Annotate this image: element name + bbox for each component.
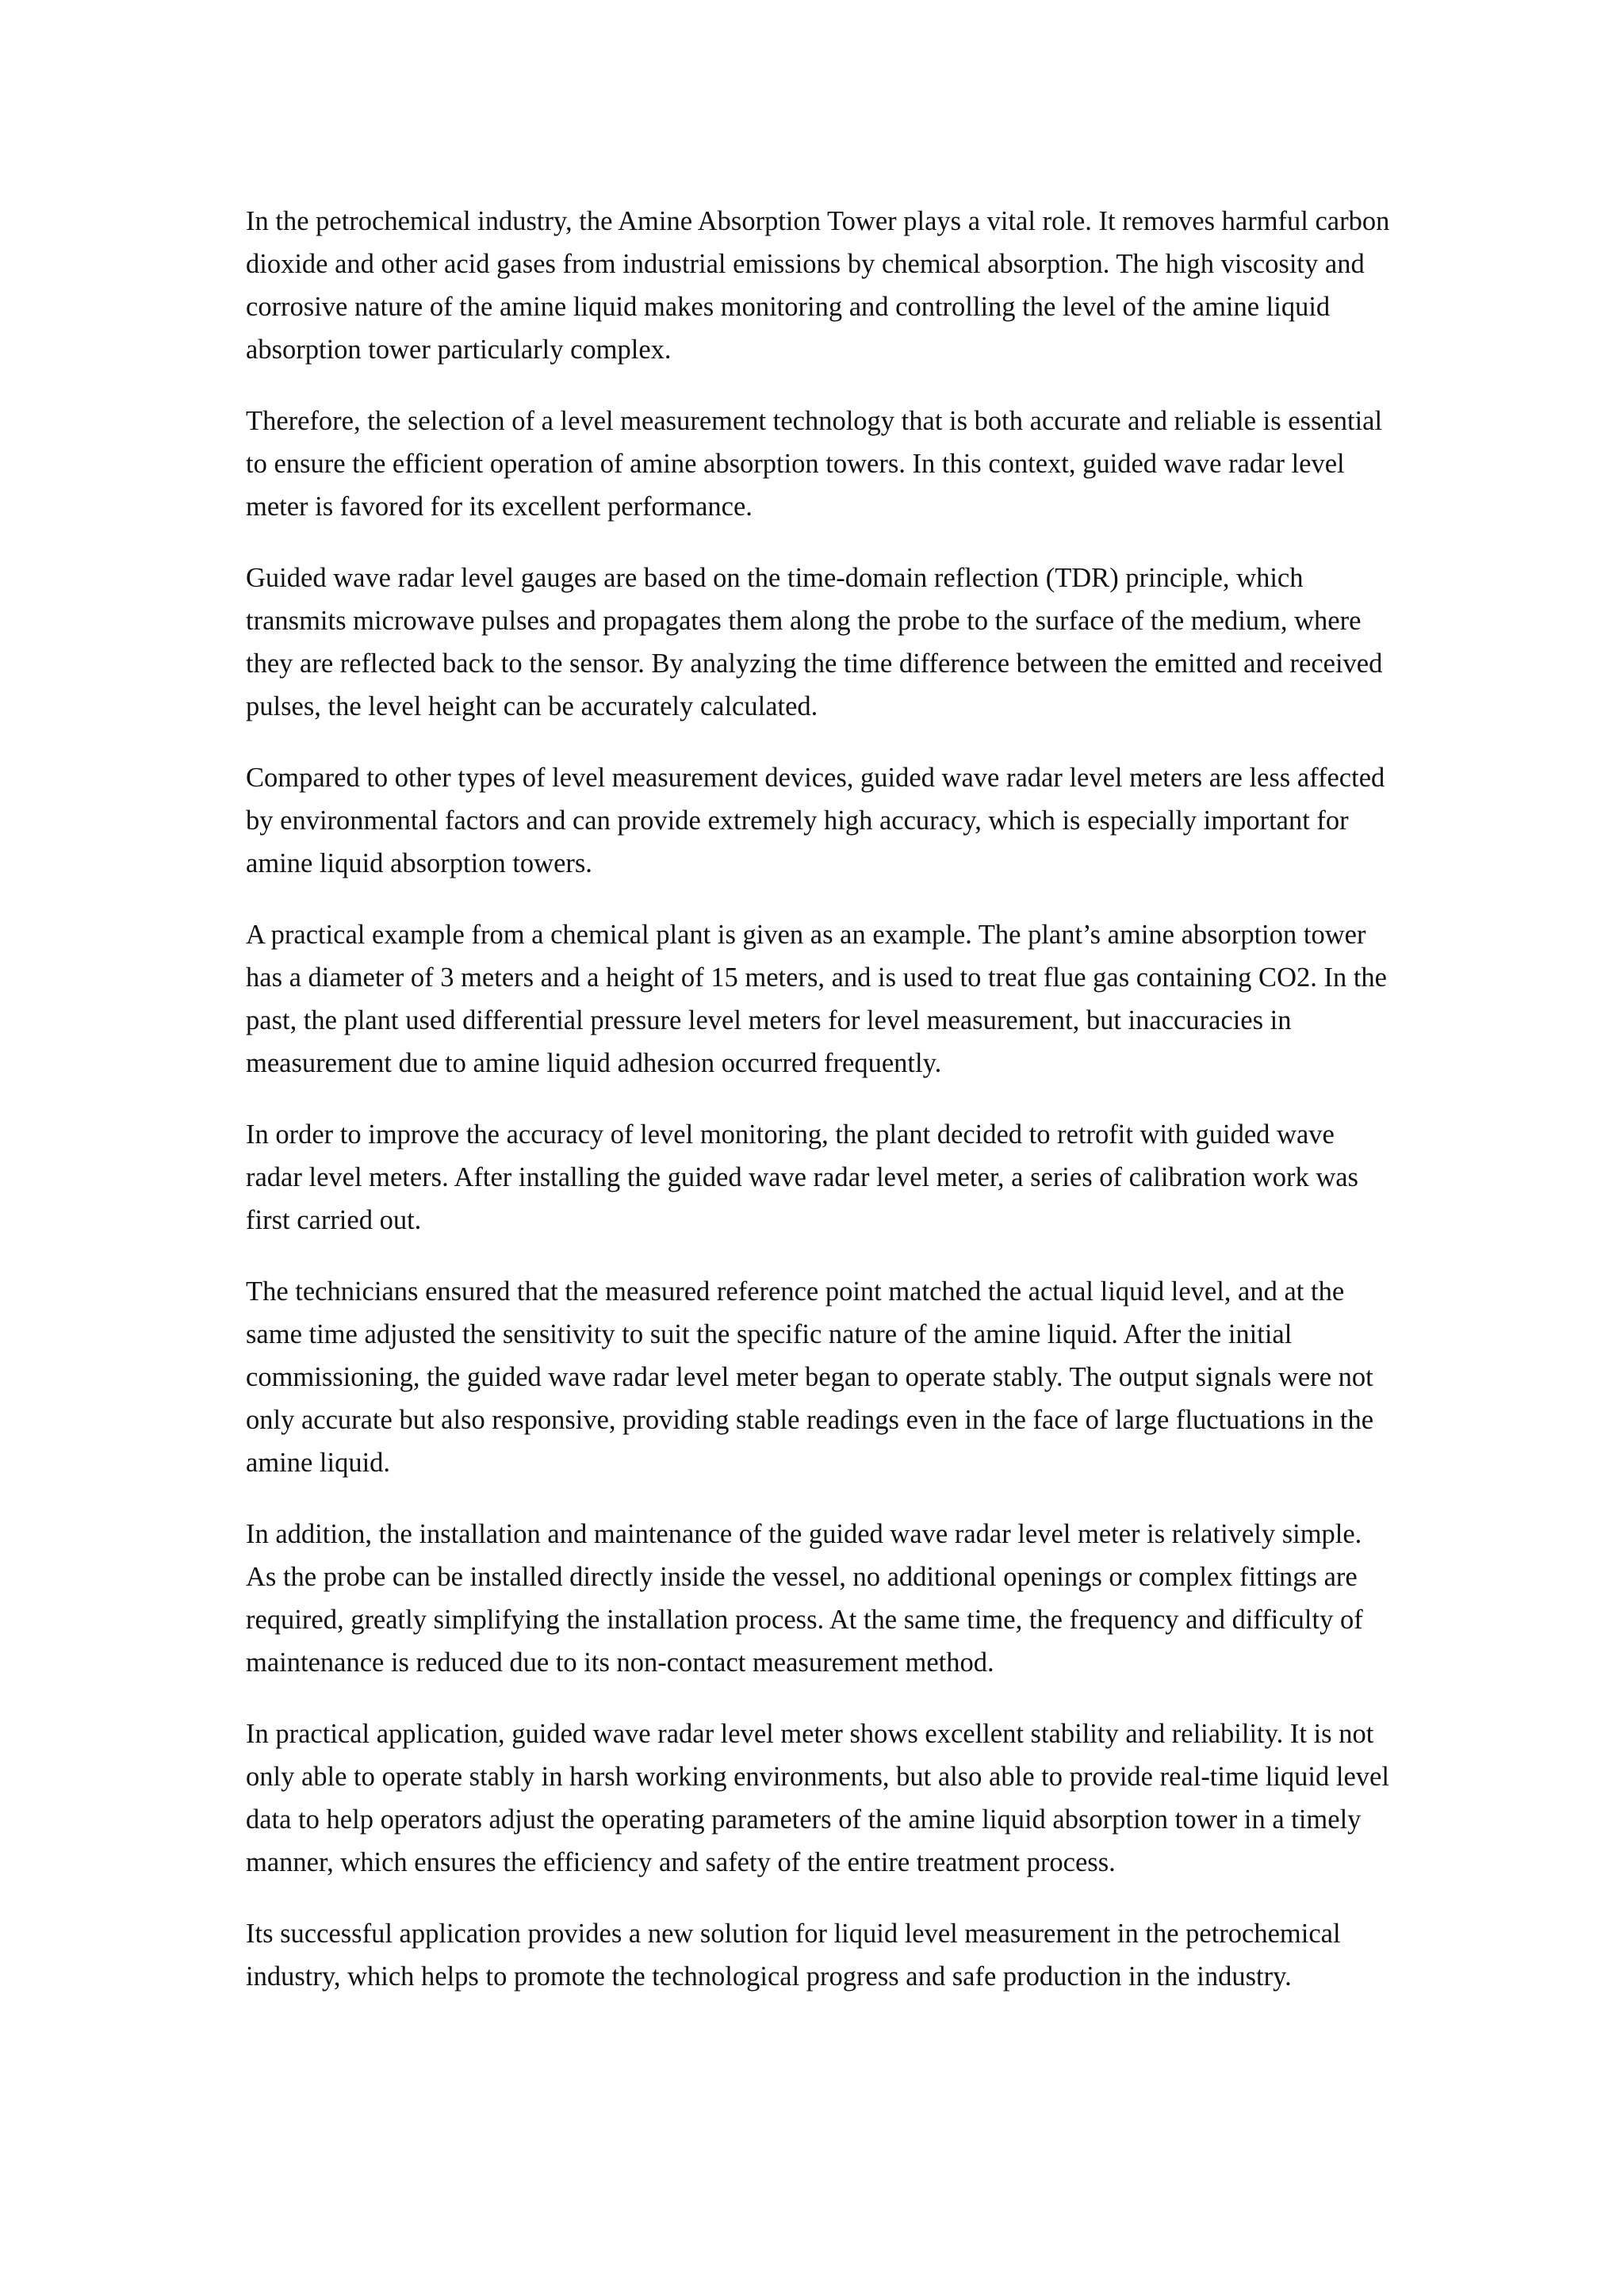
paragraph-1: In the petrochemical industry, the Amine Absorption Tower plays a vital role. It removes harmful carbon dioxide and other acid gases from industrial emissions by chemical absorption. The high viscosity and corrosive nature of the amine liquid makes monitoring and controlling the level of the amine liquid absorption tower particularly complex. [246, 206, 1390, 365]
document-body [246, 200, 1396, 2026]
paragraph-8: In addition, the installation and maintenance of the guided wave radar level meter is relatively simple. As the probe can be installed directly inside the vessel, no additional openings or complex fittings are required, greatly simplifying the installation process. At the same time, the frequency and difficulty of maintenance is reduced due to its non-contact measurement method. [246, 1519, 1363, 1678]
paragraph-7: The technicians ensured that the measured reference point matched the actual liquid level, and at the same time adjusted the sensitivity to suit the specific nature of the amine liquid. After the initial commissioning, the guided wave radar level meter began to operate stably. The output signals were not only accurate but also responsive, providing stable readings even in the face of large fluctuations in the amine liquid. [246, 1276, 1374, 1478]
paragraph-9: In practical application, guided wave radar level meter shows excellent stability and reliability. It is not only able to operate stably in harsh working environments, but also able to provide real-time liquid level data to help operators adjust the operating parameters of the amine liquid absorption tower in a timely manner, which ensures the efficiency and safety of the entire treatment process. [246, 1719, 1389, 1877]
paragraph-5: A practical example from a chemical plant is given as an example. The plant’s amine absorption tower has a diameter of 3 meters and a height of 15 meters, and is used to treat flue gas containing CO2. In the past, the plant used differential pressure level meters for level measurement, but inaccuracies in measurement due to amine liquid adhesion occurred frequently. [246, 920, 1387, 1078]
paragraph-6: In order to improve the accuracy of level monitoring, the plant decided to retrofit with guided wave radar level meters. After installing the guided wave radar level meter, a series of calibration work was first carried out. [246, 1119, 1358, 1235]
paragraph-2: Therefore, the selection of a level measurement technology that is both accurate and reliable is essential to ensure the efficient operation of amine absorption towers. In this context, guided wave radar level meter is favored for its excellent performance. [246, 406, 1383, 522]
paragraph-10: Its successful application provides a new solution for liquid level measurement in the petrochemical industry, which helps to promote the technological progress and safe production in the industry. [246, 1919, 1341, 1992]
paragraph-4: Compared to other types of level measurement devices, guided wave radar level meters are less affected by environmental factors and can provide extremely high accuracy, which is especially important for amine liquid absorption towers. [246, 763, 1385, 878]
paragraph-3: Guided wave radar level gauges are based on the time-domain reflection (TDR) principle, which transmits microwave pulses and propagates them along the probe to the surface of the medium, where they are reflected back to the sensor. By analyzing the time difference between the emitted and received pulses, the level height can be accurately calculated. [246, 563, 1383, 721]
